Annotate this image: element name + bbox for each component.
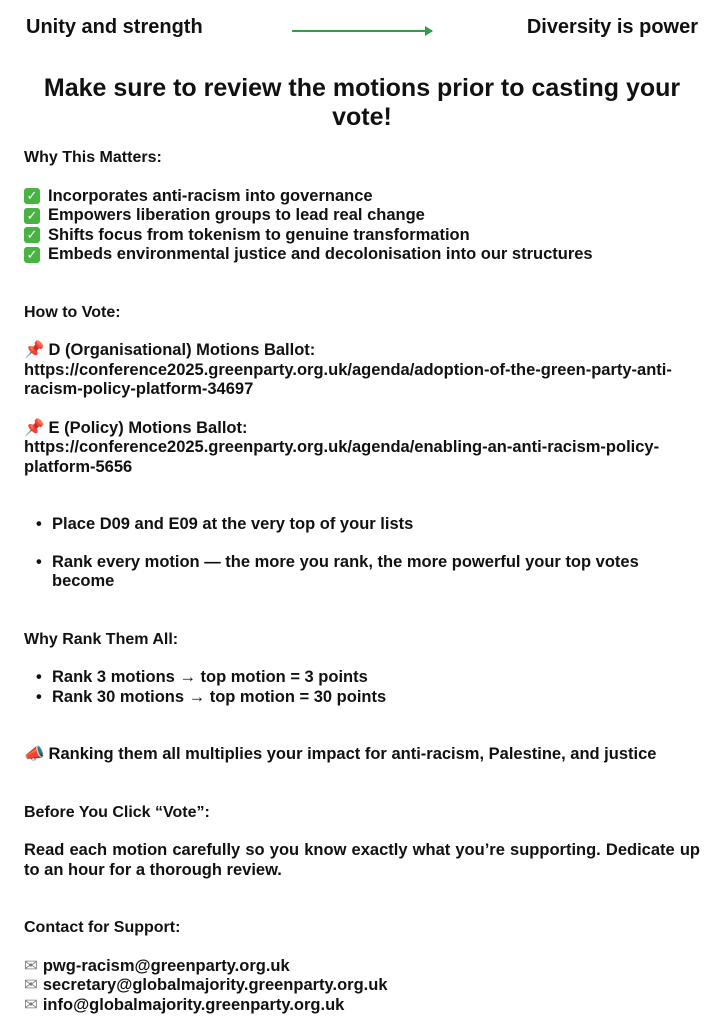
right-tagline: Diversity is power [526, 16, 698, 38]
envelope-icon: ✉ [24, 956, 38, 975]
contact-list [24, 957, 700, 1016]
why-rank-heading: Why Rank Them All: [24, 630, 179, 648]
check-box-icon: ✓ [24, 227, 40, 243]
how-to-vote-heading: How to Vote: [24, 303, 121, 321]
contact-email: ✉ secretary@globalmajority.greenparty.org.uk [24, 976, 388, 994]
list-item: ✓ Shifts focus from tokenism to genuine transformation [24, 226, 700, 246]
main-content [24, 148, 700, 1015]
ballot-e [24, 419, 700, 478]
list-item: ✓ Embeds environmental justice and decolonisation into our structures [24, 245, 700, 265]
check-box-icon: ✓ [24, 188, 40, 204]
why-rank-list [24, 668, 700, 707]
list-item: • Rank every motion — the more you rank, the more powerful your top votes become [34, 553, 700, 592]
contact-email: ✉ pwg-racism@greenparty.org.uk [24, 956, 290, 975]
pushpin-icon: 📌 [24, 418, 45, 437]
envelope-icon: ✉ [24, 976, 38, 994]
list-item: ✓ Incorporates anti-racism into governance [24, 187, 700, 207]
check-box-icon: ✓ [24, 247, 40, 263]
why-matters-list [24, 187, 700, 265]
envelope-icon: ✉ [24, 995, 38, 1014]
right-arrow-icon [292, 30, 432, 32]
top-banner [24, 16, 700, 44]
ballot-e-link[interactable]: https://conference2025.greenparty.org.uk/agenda/enabling-an-anti-racism-policy-platform-5656 [24, 438, 660, 476]
impact-line: 📣 Ranking them all multiplies your impact for anti-racism, Palestine, and justice [24, 745, 657, 763]
left-tagline: Unity and strength [26, 16, 203, 38]
ballot-e-label: E (Policy) Motions Ballot: [48, 418, 248, 437]
check-box-icon: ✓ [24, 208, 40, 224]
list-item: • Place D09 and E09 at the very top of your lists [34, 515, 700, 535]
ballot-d-label: D (Organisational) Motions Ballot: [48, 341, 316, 359]
before-vote-heading: Before You Click “Vote”: [24, 803, 210, 821]
megaphone-icon: 📣 [24, 745, 45, 763]
ballot-d-link[interactable]: https://conference2025.greenparty.org.uk/agenda/adoption-of-the-green-party-anti-racism-policy-platform-34697 [24, 360, 672, 398]
contact-email: ✉ info@globalmajority.greenparty.org.uk [24, 995, 345, 1014]
list-item: ✓ Empowers liberation groups to lead real change [24, 206, 700, 226]
list-item: • Rank 30 motions → top motion = 30 points [34, 688, 700, 708]
list-item: • Rank 3 motions → top motion = 3 points [34, 668, 700, 688]
page-title: Make sure to review the motions prior to casting your vote! [43, 74, 681, 131]
why-matters-heading: Why This Matters: [24, 149, 162, 166]
pushpin-icon: 📌 [24, 341, 45, 359]
voting-steps-list [24, 515, 700, 592]
ballot-d [24, 341, 700, 400]
contact-heading: Contact for Support: [24, 919, 181, 936]
before-vote-text: Read each motion carefully so you know exactly what you’re supporting. Dedicate up to an hour for a thorough review. [24, 841, 700, 879]
